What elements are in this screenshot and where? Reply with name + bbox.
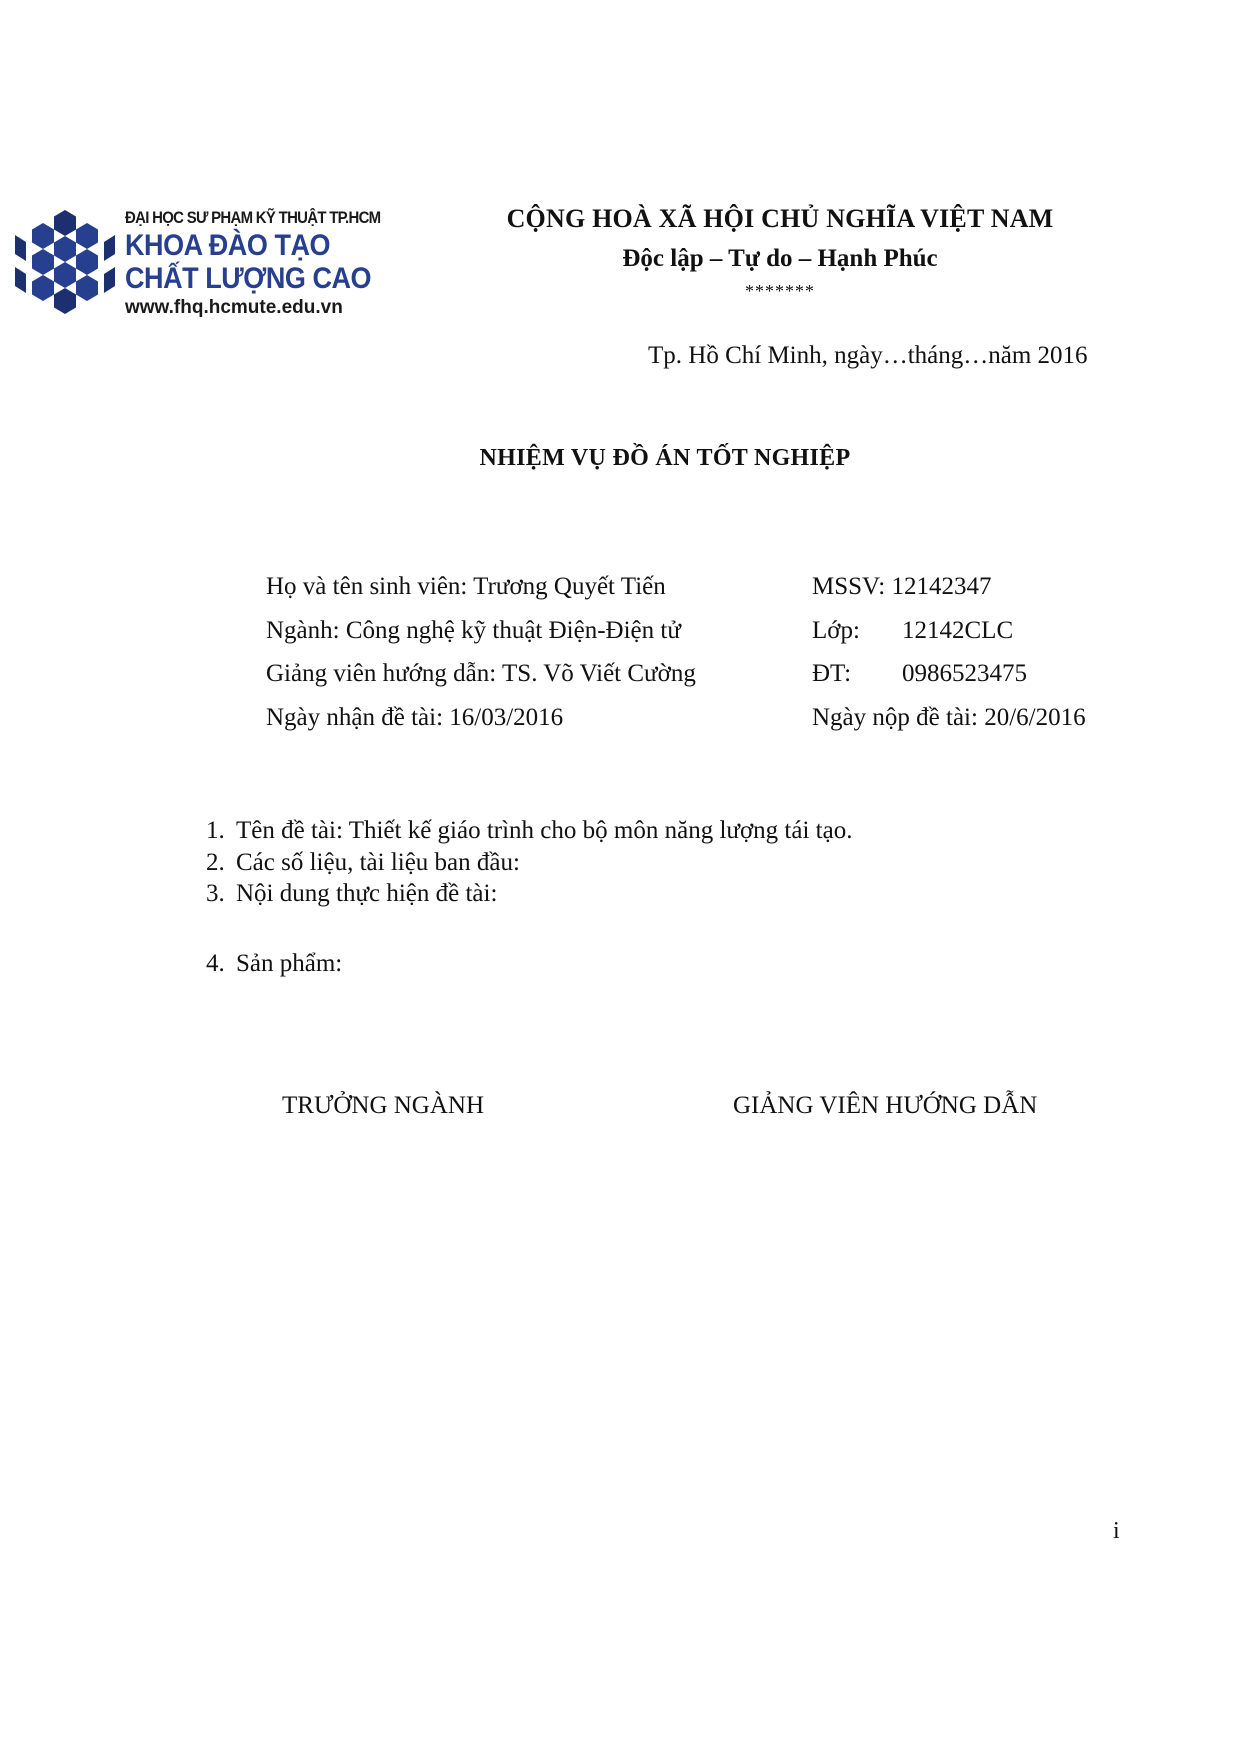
- list-text: Sản phẩm:: [236, 949, 343, 977]
- info-label: Ngày nộp đề tài:: [812, 703, 978, 731]
- document-title: NHIỆM VỤ ĐỒ ÁN TỐT NGHIỆP: [479, 445, 851, 471]
- page-number: i: [1113, 1518, 1120, 1544]
- info-row-student-name: [266, 565, 696, 609]
- info-row-submit-date: [812, 696, 1086, 740]
- list-text: Tên đề tài: Thiết kế giáo trình cho bộ môn năng lượng tái tạo.: [236, 817, 853, 844]
- list-text: Các số liệu, tài liệu ban đầu:: [236, 848, 520, 876]
- place-date: Tp. Hồ Chí Minh, ngày…tháng…năm 2016: [648, 342, 1088, 369]
- list-number: 3.: [206, 880, 225, 907]
- info-row-advisor: [266, 652, 696, 696]
- info-row-class: [812, 609, 1086, 653]
- faculty-logo: [8, 205, 381, 325]
- nation-title: CỘNG HOÀ XÃ HỘI CHỦ NGHĨA VIỆT NAM: [506, 204, 1054, 233]
- hexagon-cluster-logo-icon: [10, 207, 120, 322]
- info-label: Giảng viên hướng dẫn:: [266, 660, 497, 687]
- student-info-left: [266, 565, 696, 739]
- list-item: [206, 878, 852, 910]
- info-label: MSSV:: [812, 573, 886, 600]
- info-value: 16/03/2016: [449, 703, 564, 731]
- national-header: [470, 202, 1090, 302]
- decorative-stars: *******: [745, 281, 815, 301]
- info-value: 20/6/2016: [984, 703, 1086, 731]
- list-number: 1.: [206, 817, 225, 844]
- logo-text: [125, 207, 415, 321]
- info-row-major: [266, 609, 696, 653]
- info-row-student-id: [812, 565, 1086, 609]
- list-item: [206, 948, 852, 980]
- list-number: 2.: [206, 848, 225, 876]
- info-label: Ngành:: [266, 616, 340, 644]
- info-value: Công nghệ kỹ thuật Điện-Điện tử: [345, 616, 681, 644]
- list-item: [206, 847, 852, 879]
- info-label: Họ và tên sinh viên:: [266, 573, 468, 600]
- info-value: TS. Võ Viết Cường: [502, 660, 696, 687]
- info-value: Trương Quyết Tiến: [473, 573, 666, 600]
- logo-faculty-line1: KHOA ĐÀO TẠO: [125, 229, 331, 262]
- spacer: [206, 910, 852, 948]
- logo-university-name: ĐẠI HỌC SƯ PHẠM KỸ THUẬT TP.HCM: [125, 208, 381, 227]
- info-label: Lớp:: [812, 616, 860, 644]
- list-item: [206, 815, 852, 847]
- nation-motto: Độc lập – Tự do – Hạnh Phúc: [622, 245, 938, 272]
- info-value: 12142347: [891, 573, 992, 600]
- task-list: [206, 815, 852, 979]
- signature-advisor: GIẢNG VIÊN HƯỚNG DẪN: [733, 1092, 1038, 1119]
- info-row-received-date: [266, 696, 696, 740]
- student-info-right: [812, 565, 1086, 739]
- list-number: 4.: [206, 949, 225, 977]
- info-label: ĐT:: [812, 660, 852, 687]
- info-row-phone: [812, 652, 1086, 696]
- info-value: 12142CLC: [902, 616, 1014, 644]
- signature-head-of-department: TRƯỞNG NGÀNH: [282, 1092, 485, 1119]
- logo-website: www.fhq.hcmute.edu.vn: [125, 297, 343, 318]
- info-value: 0986523475: [902, 660, 1027, 687]
- logo-faculty-line2: CHẤT LƯỢNG CAO: [125, 262, 372, 295]
- info-label: Ngày nhận đề tài:: [266, 703, 444, 731]
- list-text: Nội dung thực hiện đề tài:: [236, 880, 498, 907]
